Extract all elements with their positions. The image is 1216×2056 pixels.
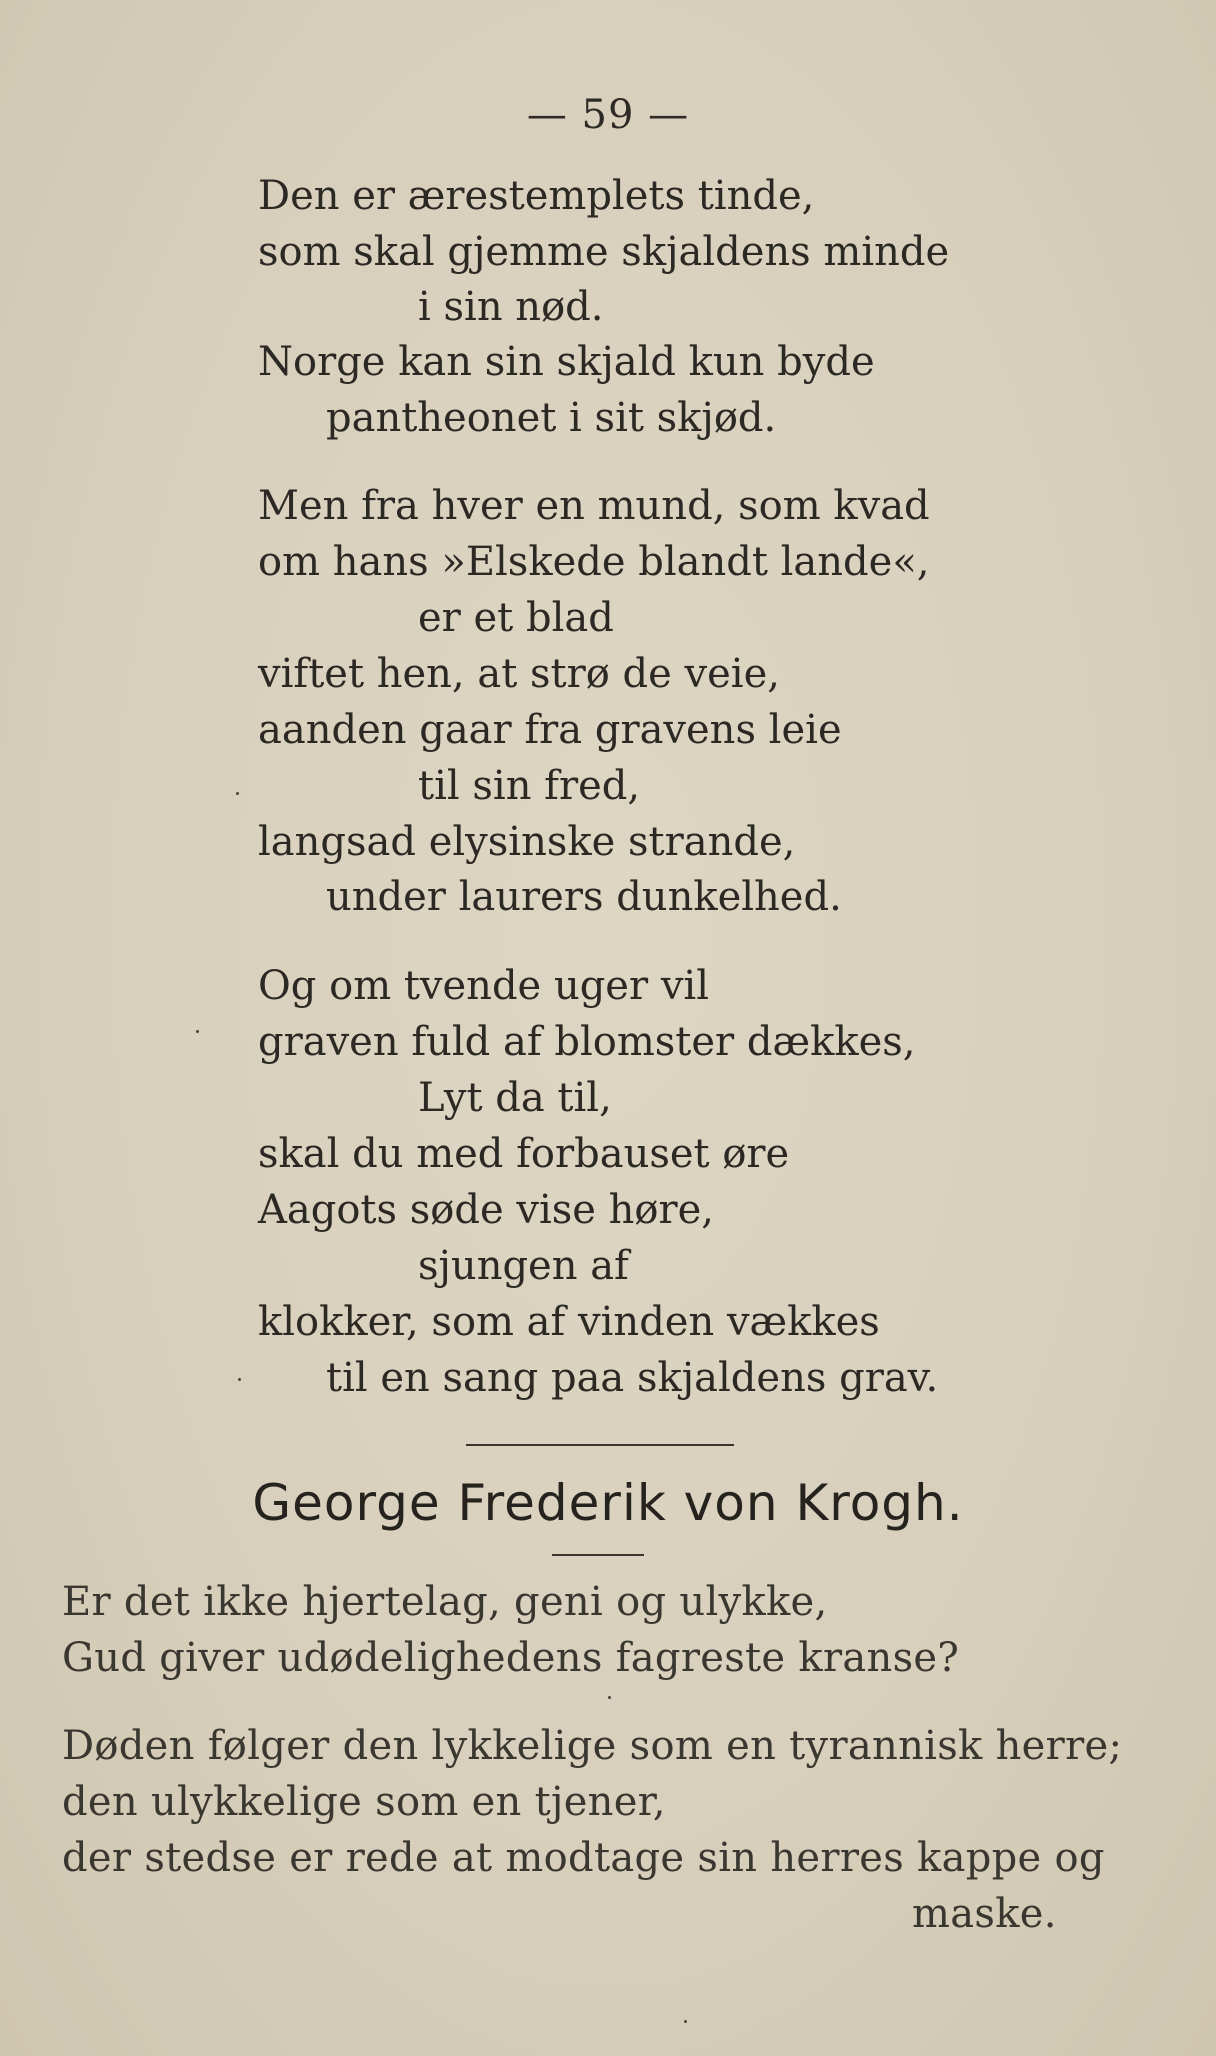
poem-line: aanden gaar fra gravens leie: [258, 707, 842, 753]
paper-speck: [196, 1030, 199, 1033]
poem-line: om hans »Elskede blandt lande«,: [258, 539, 930, 585]
paper-speck: [238, 1378, 241, 1381]
page-number: — 59 —: [526, 92, 690, 138]
prose-line: Gud giver udødelighedens fagreste kranse?: [62, 1635, 960, 1681]
section-heading: George Frederik von Krogh.: [252, 1474, 964, 1532]
heading-underline: [552, 1554, 644, 1556]
poem-line: Lyt da til,: [418, 1075, 612, 1121]
poem-line: Den er ærestemplets tinde,: [258, 173, 815, 219]
paper-speck: [684, 2020, 687, 2023]
prose-line: der stedse er rede at modtage sin herres kappe og: [62, 1835, 1105, 1881]
poem-line: langsad elysinske strande,: [258, 819, 796, 865]
poem-line: Og om tvende uger vil: [258, 963, 709, 1009]
poem-line: som skal gjemme skjaldens minde: [258, 229, 950, 275]
poem-line: graven fuld af blomster dækkes,: [258, 1019, 916, 1065]
poem-line: klokker, som af vinden vækkes: [258, 1299, 880, 1345]
poem-line: til en sang paa skjaldens grav.: [326, 1355, 939, 1401]
paper-speck: [608, 1696, 611, 1699]
poem-line: til sin fred,: [418, 763, 641, 809]
section-divider: [466, 1444, 734, 1446]
poem-line: Norge kan sin skjald kun byde: [258, 339, 875, 385]
poem-line: under laurers dunkelhed.: [326, 874, 842, 920]
prose-line: maske.: [912, 1891, 1057, 1937]
poem-line: pantheonet i sit skjød.: [326, 395, 777, 441]
poem-line: er et blad: [418, 595, 614, 641]
prose-line: Er det ikke hjertelag, geni og ulykke,: [62, 1579, 828, 1625]
poem-line: skal du med forbauset øre: [258, 1131, 790, 1177]
prose-line: Døden følger den lykkelige som en tyrannisk herre;: [62, 1723, 1123, 1769]
poem-line: viftet hen, at strø de veie,: [258, 651, 780, 697]
poem-line: Men fra hver en mund, som kvad: [258, 483, 930, 529]
poem-line: sjungen af: [418, 1243, 629, 1289]
prose-line: den ulykkelige som en tjener,: [62, 1779, 666, 1825]
paper-speck: [236, 792, 239, 795]
poem-line: i sin nød.: [418, 284, 604, 330]
poem-line: Aagots søde vise høre,: [258, 1187, 714, 1233]
